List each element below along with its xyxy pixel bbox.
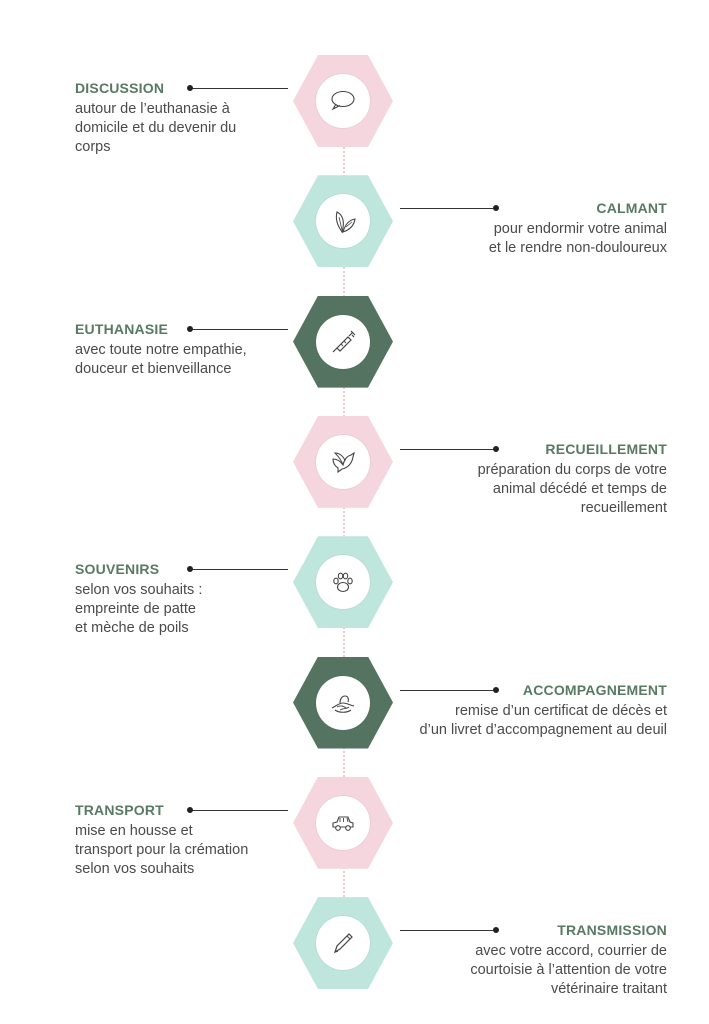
step-line: et mèche de poils <box>75 620 189 637</box>
step-line: courtoisie à l’attention de votre <box>470 962 667 979</box>
connector-line <box>190 569 288 570</box>
connector-line <box>190 88 288 89</box>
step-title-transport: TRANSPORT <box>75 801 164 818</box>
step-line: selon vos souhaits <box>75 860 195 877</box>
step-line: douceur et bienveillance <box>75 360 232 377</box>
step-line: d’un livret d’accompagnement au deuil <box>419 721 667 738</box>
step-title-souvenirs: SOUVENIRS <box>75 561 160 578</box>
connector-dot <box>187 807 193 813</box>
connector-line <box>190 329 288 330</box>
step-line: avec toute notre empathie, <box>75 341 247 358</box>
step-line: avec votre accord, courrier de <box>475 943 667 960</box>
step-line: vétérinaire traitant <box>550 981 667 998</box>
step-title-calmant: CALMANT <box>596 200 667 217</box>
step-description-souvenirs <box>75 581 335 638</box>
step-title-discussion: DISCUSSION <box>75 80 165 96</box>
step-description-accompagnement <box>347 702 667 740</box>
step-description-recueillement <box>347 461 667 518</box>
step-line: préparation du corps de votre <box>477 461 667 478</box>
step-line: autour de l’euthanasie à <box>75 101 230 117</box>
connector-dot <box>187 566 193 572</box>
step-line: mise en housse et <box>75 822 193 839</box>
step-description-discussion <box>75 100 335 157</box>
step-line: recueillement <box>580 499 667 516</box>
connector-dot <box>187 85 193 91</box>
connector-line <box>400 930 496 931</box>
connector-line <box>400 208 496 209</box>
step-line: corps <box>75 139 111 155</box>
connector-dot <box>493 687 499 693</box>
step-description-transport <box>75 822 335 879</box>
connector-line <box>190 810 288 811</box>
step-title-recueillement: RECUEILLEMENT <box>545 440 667 457</box>
connector-dot <box>493 446 499 452</box>
step-line: pour endormir votre animal <box>493 221 667 238</box>
step-line: empreinte de patte <box>75 601 196 618</box>
step-line: selon vos souhaits : <box>75 582 203 599</box>
step-line: remise d’un certificat de décès et <box>455 702 667 719</box>
connector-dot <box>493 927 499 933</box>
connector-line <box>400 449 496 450</box>
step-line: domicile et du devenir du <box>75 120 237 136</box>
connector-line <box>400 690 496 691</box>
connector-dot <box>187 326 193 332</box>
step-line: et le rendre non-douloureux <box>488 240 667 257</box>
step-line: transport pour la crémation <box>75 841 249 858</box>
step-description-euthanasie <box>75 341 335 379</box>
step-line: animal décédé et temps de <box>492 480 667 497</box>
step-description-calmant <box>347 220 667 258</box>
step-title-euthanasie: EUTHANASIE <box>75 320 169 337</box>
step-title-accompagnement: ACCOMPAGNEMENT <box>522 681 667 698</box>
step-title-transmission: TRANSMISSION <box>557 922 667 939</box>
step-description-transmission <box>347 942 667 999</box>
connector-dot <box>493 205 499 211</box>
